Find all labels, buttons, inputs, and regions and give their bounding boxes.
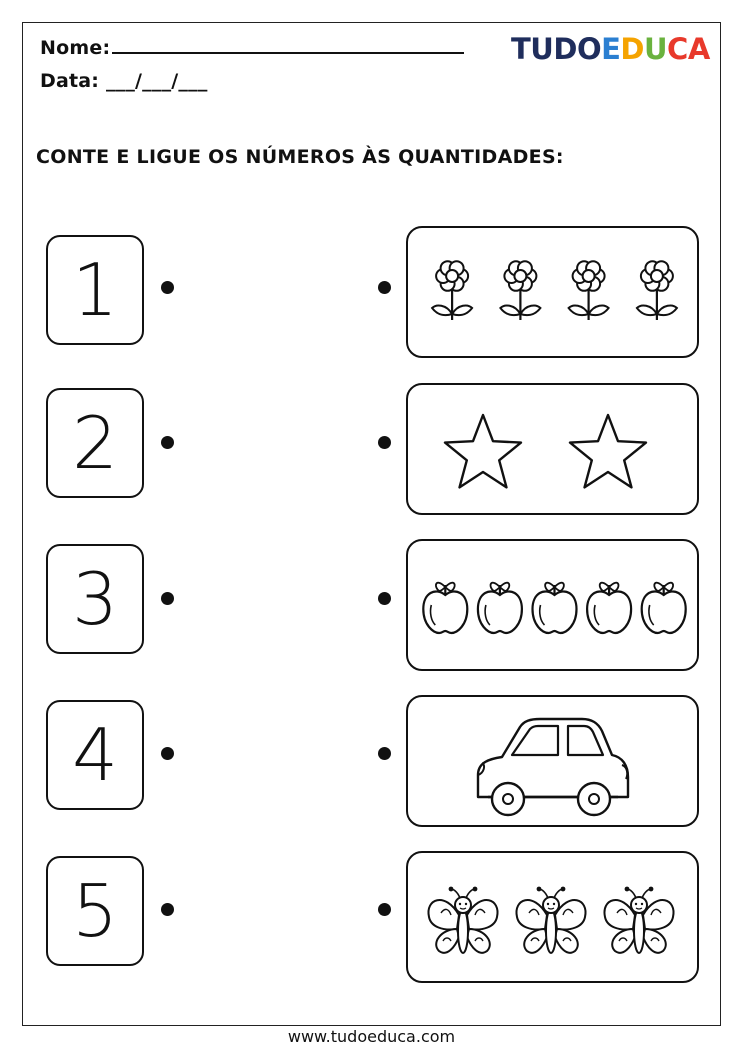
name-line (112, 50, 464, 54)
logo-letter: U (530, 32, 554, 66)
date-blanks: ___/___/___ (105, 70, 208, 92)
connect-dot-quantity[interactable] (378, 903, 391, 916)
logo-letter: U (643, 32, 668, 66)
logo-letter: C (667, 32, 688, 66)
butterfly-icon (604, 887, 673, 953)
number-label: 5 (72, 869, 118, 953)
flower-icon (637, 261, 677, 320)
number-box (46, 388, 144, 498)
flower-icon (500, 261, 540, 320)
flower-icon (569, 261, 609, 320)
name-field[interactable] (40, 37, 464, 59)
number-label: 4 (72, 713, 118, 797)
apple-icon (642, 583, 686, 633)
quantity-illustration (408, 385, 701, 517)
car-icon (478, 719, 628, 815)
star-icon (570, 415, 646, 487)
logo-letter: T (511, 32, 531, 66)
connect-dot-quantity[interactable] (378, 436, 391, 449)
number-box (46, 700, 144, 810)
quantity-illustration (408, 541, 701, 673)
connect-dot-number[interactable] (161, 747, 174, 760)
quantity-panel (406, 539, 699, 671)
quantity-illustration (408, 853, 701, 985)
connect-dot-number[interactable] (161, 592, 174, 605)
butterfly-icon (428, 887, 497, 953)
number-box (46, 856, 144, 966)
flower-icon (432, 261, 472, 320)
connect-dot-quantity[interactable] (378, 747, 391, 760)
footer-url: www.tudoeduca.com (287, 1027, 456, 1046)
logo-letter: D (620, 32, 644, 66)
apple-icon (478, 583, 522, 633)
quantity-illustration (408, 228, 701, 360)
date-field[interactable] (40, 70, 208, 92)
date-label: Data: (40, 70, 100, 92)
number-label: 3 (72, 557, 118, 641)
tudoeduca-logo (511, 32, 710, 66)
quantity-panel (406, 851, 699, 983)
apple-icon (587, 583, 631, 633)
connect-dot-quantity[interactable] (378, 281, 391, 294)
star-icon (445, 415, 521, 487)
logo-letter: E (601, 32, 621, 66)
quantity-panel (406, 226, 699, 358)
number-label: 2 (72, 401, 118, 485)
logo-letter: A (687, 32, 710, 66)
number-box (46, 235, 144, 345)
butterfly-icon (516, 887, 585, 953)
logo-letter: O (576, 32, 602, 66)
logo-letter: D (553, 32, 577, 66)
connect-dot-number[interactable] (161, 436, 174, 449)
number-box (46, 544, 144, 654)
connect-dot-quantity[interactable] (378, 592, 391, 605)
connect-dot-number[interactable] (161, 903, 174, 916)
quantity-panel (406, 695, 699, 827)
number-label: 1 (72, 248, 118, 332)
quantity-illustration (408, 697, 701, 829)
name-label: Nome: (40, 37, 111, 59)
connect-dot-number[interactable] (161, 281, 174, 294)
apple-icon (533, 583, 577, 633)
instruction-title: CONTE E LIGUE OS NÚMEROS ÀS QUANTIDADES: (36, 146, 564, 168)
apple-icon (423, 583, 467, 633)
quantity-panel (406, 383, 699, 515)
